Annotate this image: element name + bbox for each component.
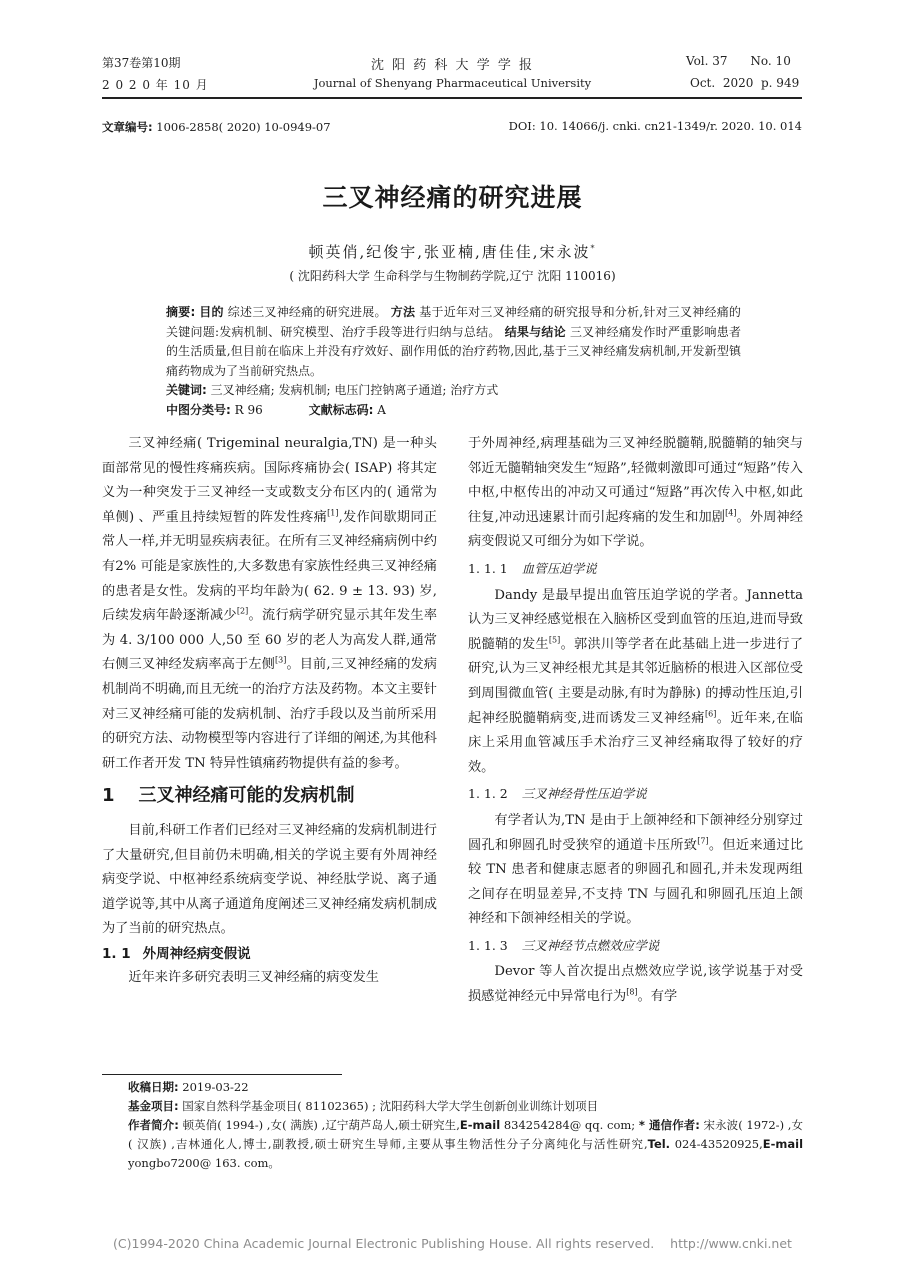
section-1-title: 三叉神经痛可能的发病机制 bbox=[138, 785, 355, 807]
section-1-paragraph: 目前,科研工作者们已经对三叉神经痛的发病机制进行了大量研究,但目前仍未明确,相关的学说主要有外周神经病变学说、中枢神经系统病变学说、神经肽学说、离子通道学说等,其中从离子通道角度阐述三叉神经痛发病机制成为了当前的研究热点。 bbox=[102, 822, 437, 937]
clc-label: 中图分类号: bbox=[166, 402, 231, 417]
header-date-cn: 2 0 2 0 年 10 月 bbox=[102, 78, 209, 92]
received-date: 2019-03-22 bbox=[182, 1080, 249, 1094]
s112-text-2: 。但近来通过比较 TN 患者和健康志愿者的卵圆孔和圆孔,并未发现两组之间存在明显差异,不支持 TN 与圆孔和卵圆孔压迫上颌神经和下颌神经相关的学说。 bbox=[468, 837, 804, 927]
subsection-1-1-heading bbox=[102, 942, 437, 967]
abstract bbox=[166, 303, 741, 420]
header-volume-en: Vol. 37 No. 10 bbox=[686, 54, 791, 68]
citation-8[interactable]: [8] bbox=[626, 987, 638, 997]
subsection-1-1-2-number: 1. 1. 2 bbox=[468, 786, 508, 802]
citation-1[interactable]: [1] bbox=[327, 508, 339, 518]
results-label: 结果与结论 bbox=[504, 324, 566, 339]
clc-number: R 96 bbox=[234, 402, 263, 417]
subsection-1-1-number: 1. 1 bbox=[102, 945, 131, 962]
citation-4[interactable]: [4] bbox=[725, 508, 737, 518]
subsection-1-1-3-number: 1. 1. 3 bbox=[468, 937, 508, 953]
subsection-1-1-2-heading bbox=[468, 782, 803, 807]
s111-text-1: Dandy 是最早提出血管压迫学说的学者。Jannetta 认为三叉神经感觉根在入脑桥区受到血管的压迫,进而导致脱髓鞘的发生 bbox=[468, 587, 803, 652]
s113-text-2: 。有学 bbox=[637, 989, 678, 1005]
intro-text-3: 。流行病学研究显示其年发生率为 4. 3/100 000 人,50 至 60 岁的老人为高发人群,通常右侧三叉神经发病率高于左侧 bbox=[102, 608, 438, 673]
article-number-line bbox=[102, 119, 331, 135]
header-rule bbox=[102, 97, 802, 99]
article-number-label: 文章编号: bbox=[102, 120, 153, 134]
results-text: 三叉神经痛发作时严重影响患者的生活质量,但目前在临床上并没有疗效好、副作用低的治疗药物,因此,基于三叉神经痛发病机制,开发新型镇痛药物成为了当前研究热点。 bbox=[166, 324, 741, 378]
methods-text: 基于近年对三叉神经痛的研究报导和分析,针对三叉神经痛的关键问题:发病机制、研究模型、治疗手段等进行归纳与总结。 bbox=[166, 305, 741, 339]
s113-text-1: Devor 等人首次提出点燃效应学说,该学说基于对受损感觉神经元中异常电行为 bbox=[468, 964, 803, 1005]
footnote-rule bbox=[102, 1074, 342, 1075]
subsection-1-1-paragraph-start: 近年来许多研究表明三叉神经痛的病变发生 bbox=[128, 970, 379, 986]
document-code: A bbox=[377, 402, 386, 417]
subsection-1-1-1-title: 血管压迫学说 bbox=[521, 560, 597, 576]
keywords: 三叉神经痛; 发病机制; 电压门控钠离子通道; 治疗方式 bbox=[210, 383, 499, 397]
received-date-line bbox=[128, 1078, 803, 1097]
subsection-1-1-1-paragraph bbox=[468, 584, 803, 781]
author-info-text: 顿英俏( 1994-) ,女( 满族) ,辽宁葫芦岛人,硕士研究生, bbox=[182, 1118, 460, 1132]
intro-text-2: ,发作间歇期同正常人一样,并无明显疾病表征。在所有三叉神经痛病例中约有2% 可能是家族性的,大多数患有家族性经典三叉神经痛的患者是女性。发病的平均年龄为( 62. 9 ± 13. 93) 岁,后续发病年龄逐渐减少 bbox=[102, 509, 437, 624]
subsection-1-1-1-heading bbox=[468, 557, 803, 582]
s112-text-1: 有学者认为,TN 是由于上颌神经和下颌神经分别穿过圆孔和卵圆孔时受狭窄的通道卡压所致 bbox=[468, 812, 803, 853]
author-info-label: 作者简介: bbox=[128, 1118, 179, 1132]
email-1[interactable]: 834254284@ qq. com; bbox=[503, 1118, 636, 1132]
s111-text-2: 。郭洪川等学者在此基础上进一步进行了研究,认为三叉神经根尤其是其邻近脑桥的根进入区部位受到周围微血管( 主要是动脉,有时为静脉) 的搏动性压迫,引起神经脱髓鞘病变,进而诱发三叉神经痛 bbox=[468, 636, 804, 726]
subsection-1-1-1-number: 1. 1. 1 bbox=[468, 560, 508, 576]
subsection-1-1-2-paragraph bbox=[468, 809, 803, 932]
citation-6[interactable]: [6] bbox=[704, 709, 717, 719]
doi: DOI: 10. 14066/j. cnki. cn21-1349/r. 2020. 10. 014 bbox=[508, 119, 802, 133]
continued-text-1: 于外周神经,病理基础为三叉神经脱髓鞘,脱髓鞘的轴突与邻近无髓鞘轴突发生“短路”,轻微刺激即可通过“短路”传入中枢,中枢传出的冲动又可通过“短路”再次传入中枢,如此往复,冲动迅速累计而引起疼痛的发生和加剧 bbox=[468, 436, 803, 525]
received-label: 收稿日期: bbox=[128, 1080, 179, 1094]
email-2-label: E-mail bbox=[762, 1137, 804, 1151]
tel-label: Tel. bbox=[647, 1137, 671, 1151]
continued-text-2: 。外周神经病变假说又可细分为如下学说。 bbox=[468, 509, 803, 550]
tel-number: 024-43520925, bbox=[674, 1137, 763, 1151]
subsection-1-1-2-title: 三叉神经骨性压迫学说 bbox=[521, 786, 647, 802]
intro-paragraph bbox=[102, 432, 437, 776]
citation-2[interactable]: [2] bbox=[236, 606, 249, 616]
article-number: 1006-2858( 2020) 10-0949-07 bbox=[156, 120, 331, 134]
section-1-number: 1 bbox=[102, 785, 115, 807]
subsection-1-1-3-paragraph bbox=[468, 960, 803, 1009]
header-journal-cn: 沈 阳 药 科 大 学 学 报 bbox=[371, 58, 534, 73]
objective-label: 目的 bbox=[199, 305, 224, 319]
intro-text-1: 三叉神经痛( Trigeminal neuralgia,TN) 是一种头面部常见的慢性疼痛疾病。国际疼痛协会( ISAP) 将其定义为一种突发于三叉神经一支或数支分布区内的( 通常为单侧) 、严重且持续短暂的阵发性疼痛 bbox=[102, 436, 437, 525]
corresponding-author-label: * 通信作者: bbox=[638, 1118, 700, 1132]
s111-text-3: 。近年来,在临床上采用血管减压手术治疗三叉神经痛取得了较好的疗效。 bbox=[468, 710, 803, 775]
citation-5[interactable]: [5] bbox=[548, 635, 561, 645]
email-1-label: E-mail bbox=[459, 1118, 501, 1132]
authors: 顿英俏,纪俊宇,张亚楠,唐佳佳,宋永波 bbox=[308, 243, 591, 261]
page-title: 三叉神经痛的研究进展 bbox=[322, 183, 583, 212]
subsection-1-1-title: 外周神经病变假说 bbox=[142, 945, 251, 962]
footnotes bbox=[128, 1078, 803, 1173]
email-2[interactable]: yongbo7200@ 163. com。 bbox=[128, 1156, 280, 1170]
left-column bbox=[102, 432, 437, 991]
header-volume-issue-cn: 第37卷第10期 bbox=[102, 56, 181, 70]
fund-label: 基金项目: bbox=[128, 1099, 179, 1113]
affiliation: ( 沈阳药科大学 生命科学与生物制药学院,辽宁 沈阳 110016) bbox=[289, 269, 616, 283]
fund-text: 国家自然科学基金项目( 81102365) ; 沈阳药科大学大学生创新创业训练计划项目 bbox=[182, 1099, 599, 1113]
keywords-label: 关键词: bbox=[166, 383, 207, 397]
document-code-label: 文献标志码: bbox=[308, 402, 374, 417]
continued-paragraph bbox=[468, 432, 803, 555]
section-1-heading bbox=[102, 784, 437, 809]
corresponding-author-text: 宋永波( 1972-) ,女( 汉族) ,吉林通化人,博士,副教授,硕士研究生导师,主要从事生物活性分子分离纯化与活性研究, bbox=[128, 1118, 803, 1151]
citation-7[interactable]: [7] bbox=[697, 836, 709, 846]
header-journal-en: Journal of Shenyang Pharmaceutical University bbox=[313, 76, 592, 90]
fund-line bbox=[128, 1097, 803, 1116]
copyright-notice: (C)1994-2020 China Academic Journal Electronic Publishing House. All rights reserved. http://www.cnki.net bbox=[113, 1236, 792, 1251]
author-line bbox=[0, 241, 905, 262]
subsection-1-1-3-title: 三叉神经节点燃效应学说 bbox=[521, 937, 660, 953]
objective-text: 综述三叉神经痛的研究进展。 bbox=[227, 305, 387, 319]
corresponding-author-mark: * bbox=[590, 244, 597, 253]
intro-text-4: 。目前,三叉神经痛的发病机制尚不明确,而且无统一的治疗方法及药物。本文主要针对三叉神经痛可能的发病机制、治疗手段以及当前所采用的研究方法、动物模型等内容进行了详细的阐述,为其他科研工作者开发 TN 特异性镇痛药物提供有益的参考。 bbox=[102, 657, 437, 771]
methods-label: 方法 bbox=[390, 305, 416, 319]
header-date-en: Oct. 2020 p. 949 bbox=[690, 76, 800, 90]
citation-3[interactable]: [3] bbox=[274, 655, 287, 665]
subsection-1-1-3-heading bbox=[468, 934, 803, 959]
abstract-label: 摘要: bbox=[166, 305, 196, 319]
right-column bbox=[468, 432, 803, 1010]
author-info bbox=[128, 1116, 803, 1173]
